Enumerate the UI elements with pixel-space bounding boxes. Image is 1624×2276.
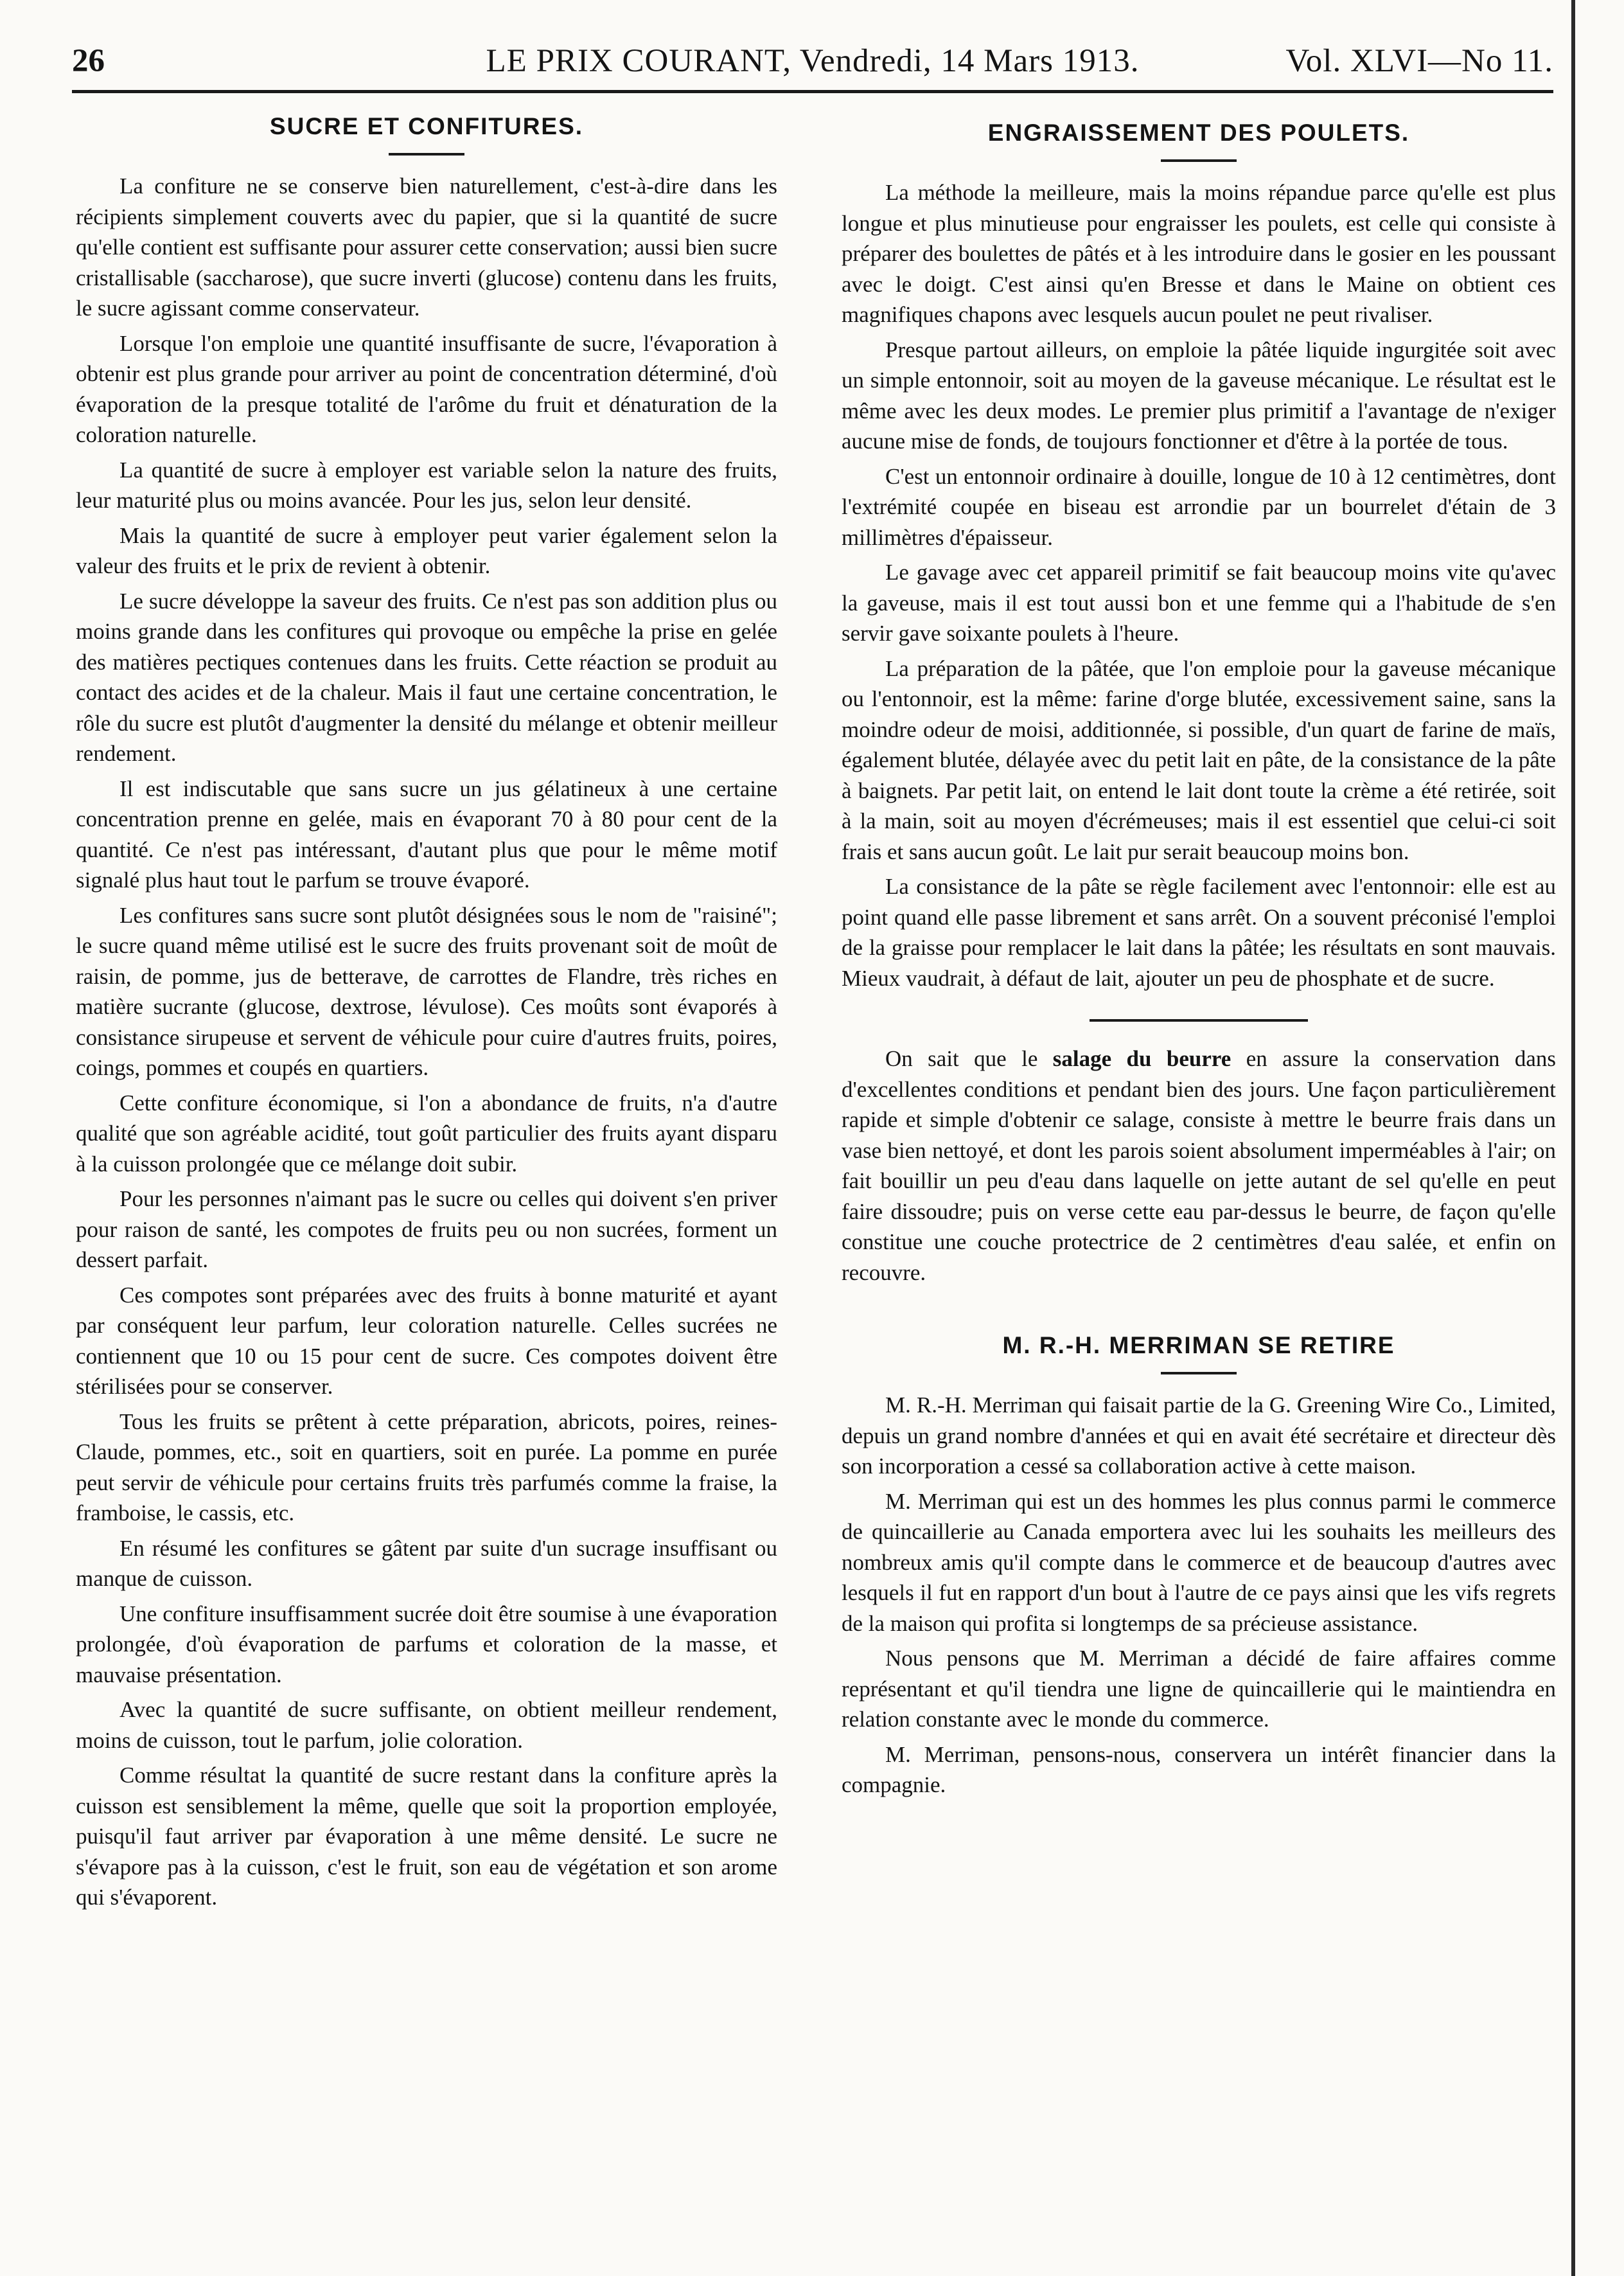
article-paragraph: Ces compotes sont préparées avec des fruits à bonne maturité et ayant par conséquent leur parfum, leur coloration naturelle. Celles sucrées ne contiennent que 10 ou 15 pour cent de sucre. Ces compotes doivent être stérilisées pour se conserver. — [76, 1282, 777, 1399]
article-paragraph: Nous pensons que M. Merriman a décidé de faire affaires comme représentant et qu'il tiendra une ligne de quincaillerie qui le maintiendra en relation constante avec le monde du commerce. — [842, 1646, 1556, 1732]
article-paragraph: Cette confiture économique, si l'on a abondance de fruits, n'a d'autre qualité que son agréable acidité, tout goût particulier des fruits ayant disparu à la cuisson prolongée que ce mélange doit subir. — [76, 1090, 777, 1177]
page-edge-rule — [1571, 0, 1575, 2276]
article-paragraph: La confiture ne se conserve bien naturellement, c'est-à-dire dans les récipients simplement couverts avec du papier, que si la quantité de sucre qu'elle contient est suffisante pour assurer cette conservation; aussi bien sucre cristallisable (saccharose), que sucre inverti (glucose) contenu dans les fruits, le sucre agissant comme conservateur. — [76, 173, 777, 321]
article-paragraph: En résumé les confitures se gâtent par suite d'un sucrage insuffisant ou manque de cuisson. — [76, 1535, 777, 1591]
right-column — [842, 109, 1556, 2249]
article-paragraph: M. R.-H. Merriman qui faisait partie de la G. Greening Wire Co., Limited, depuis un grand nombre d'années et qui en avait été secrétaire et directeur dès son incorporation a cessé sa collaboration active à cette maison. — [842, 1392, 1556, 1479]
article-paragraph: La méthode la meilleure, mais la moins répandue parce qu'elle est plus longue et plus minutieuse pour engraisser les poulets, est celle qui consiste à préparer des boulettes de pâtés et à les introduire dans le gosier en les poussant avec le doigt. C'est ainsi qu'en Bresse et dans le Maine on obtient ces magnifiques chapons avec lesquels aucun poulet ne peut rivaliser. — [842, 180, 1556, 327]
page-header — [72, 33, 1553, 85]
article-paragraph: Les confitures sans sucre sont plutôt désignées sous le nom de "raisiné"; le sucre quand même utilisé est le sucre des fruits provenant soit de moût de raisin, de pomme, jus de betterave, de carrottes de Flandre, très riches en matière sucrante (glucose, dextrose, lévulose). Ces moûts sont évaporés à consistance sirupeuse et servent de véhicule pour cuire d'autres fruits, poires, coings, pommes et coupés en quartiers. — [76, 902, 777, 1080]
article-paragraph: C'est un entonnoir ordinaire à douille, longue de 10 à 12 centimètres, dont l'extrémité coupée en biseau est arrondie par un bourrelet d'étain de 3 millimètres d'épaisseur. — [842, 463, 1556, 550]
article-paragraph: Mais la quantité de sucre à employer peut varier également selon la valeur des fruits et le prix de revient à obtenir. — [76, 522, 777, 578]
page-number: 26 — [72, 43, 105, 79]
article-paragraph: La préparation de la pâtée, que l'on emploie pour la gaveuse mécanique ou l'entonnoir, est la même: farine d'orge blutée, excessivement saine, sans la moindre odeur de moisi, additionnée, si possible, d'un quart de farine de maïs, également blutée, délayée avec du petit lait en pâte, de la consistance de la pâte à baignets. Par petit lait, on entend le lait dont toute la crème a été retirée, soit à la main, soit au moyen d'écrémeuses; mais il est essentiel que celui-ci soit frais et sans aucun goût. Le lait pur serait beaucoup moins bon. — [842, 655, 1556, 864]
article-paragraph: Le gavage avec cet appareil primitif se fait beaucoup moins vite qu'avec la gaveuse, mais il est tout aussi bon et une femme qui a l'habitude de s'en servir gave soixante poulets à l'heure. — [842, 560, 1556, 646]
article-paragraph: Avec la quantité de sucre suffisante, on obtient meilleur rendement, moins de cuisson, tout le parfum, jolie coloration. — [76, 1697, 777, 1753]
article-paragraph-beurre — [842, 1044, 1556, 1288]
beurre-bold-term: salage du beurre — [1052, 1046, 1231, 1071]
heading-rule — [1161, 159, 1237, 162]
heading-rule — [1161, 1372, 1237, 1374]
article-heading-poulets: ENGRAISSEMENT DES POULETS. — [987, 120, 1410, 146]
header-rule — [72, 90, 1553, 93]
article-paragraph: M. Merriman, pensons-nous, conservera un intérêt financier dans la compagnie. — [842, 1741, 1556, 1797]
article-paragraph: Lorsque l'on emploie une quantité insuffisante de sucre, l'évaporation à obtenir est plus grande pour arriver au point de concentration déterminé, d'où évaporation de la presque totalité de l'arôme du fruit et dénaturation de la coloration naturelle. — [76, 330, 777, 447]
article-heading-merriman: M. R.-H. MERRIMAN SE RETIRE — [1002, 1332, 1395, 1358]
article-paragraph: La consistance de la pâte se règle facilement avec l'entonnoir: elle est au point quand elle passe librement et sans arrêt. On a souvent préconisé l'emploi de la graisse pour remplacer le lait dans la pâtée; les résultats en sont mauvais. Mieux vaudrait, à défaut de lait, ajouter un peu de phosphate et de sucre. — [842, 874, 1556, 991]
article-paragraph: M. Merriman qui est un des hommes les plus connus parmi le commerce de quincaillerie au Canada emportera avec lui les souhaits les meilleurs des nombreux amis qu'il compte dans le commerce et de beaucoup d'autres avec lesquels il fut en rapport d'un bout à l'autre de ce pays ainsi que les vifs regrets de la maison qui profita si longtemps de sa précieuse assistance. — [842, 1488, 1556, 1636]
article-paragraph: Une confiture insuffisamment sucrée doit être soumise à une évaporation prolongée, d'où évaporation de parfums et coloration de la masse, et mauvaise présentation. — [76, 1601, 777, 1687]
article-heading-sucre: SUCRE ET CONFITURES. — [269, 113, 584, 139]
article-paragraph: Presque partout ailleurs, on emploie la pâtée liquide ingurgitée soit avec un simple entonnoir, soit au moyen de la gaveuse mécanique. Le résultat est le même avec les deux modes. Le premier plus primitif a l'avantage de n'exiger aucune mise de fonds, de toujours fonctionner et d'être à la portée de tous. — [842, 337, 1556, 454]
article-paragraph: Comme résultat la quantité de sucre restant dans la confiture après la cuisson est sensiblement la même, quelle que soit la proportion employée, puisqu'il faut arriver par évaporation à une même densité. Le sucre ne s'évapore pas à la cuisson, c'est le fruit, son eau de végétation et son arome qui s'évaporent. — [76, 1763, 777, 1910]
heading-rule — [389, 153, 464, 156]
beurre-rest: en assure la conservation dans d'excellentes conditions et pendant bien des jours. Une façon particulièrement rapide et simple d'obtenir ce salage, consiste à mettre le beurre frais dans un vase bien nettoyé, et dont les parois soient absolument imperméables à l'air; on fait bouillir un peu d'eau dans laquelle on jette autant de sel qu'elle en peut faire dissoudre; puis on verse cette eau par-dessus le beurre, de façon qu'elle constitue une couche protectrice de 2 centimètres d'eau salée, et enfin on recouvre. — [842, 1046, 1556, 1285]
article-paragraph: Le sucre développe la saveur des fruits. Ce n'est pas son addition plus ou moins grande dans les confitures qui provoque ou empêche la prise en gelée des matières pectiques contenues dans les fruits. Cette réaction se produit au contact des acides et de la chaleur. Mais il faut une certaine concentration, le rôle du sucre est plutôt d'augmenter la densité du mélange et obtenir meilleur rendement. — [76, 588, 777, 766]
article-paragraph: Il est indiscutable que sans sucre un jus gélatineux à une certaine concentration prenne en gelée, mais en évaporant 70 à 80 pour cent de la quantité. Ce n'est pas intéressant, d'autant plus que pour le même motif signalé plus haut tout le parfum se trouve évaporé. — [76, 776, 777, 893]
masthead-title: LE PRIX COURANT, Vendredi, 14 Mars 1913. — [486, 43, 1140, 79]
article-paragraph: Pour les personnes n'aimant pas le sucre ou celles qui doivent s'en priver pour raison de santé, les compotes de fruits peu ou non sucrées, forment un dessert parfait. — [76, 1186, 777, 1272]
article-paragraph: La quantité de sucre à employer est variable selon la nature des fruits, leur maturité plus ou moins avancée. Pour les jus, selon leur densité. — [76, 457, 777, 513]
section-separator — [1090, 1019, 1308, 1022]
volume-number: Vol. XLVI—No 11. — [1285, 43, 1553, 79]
beurre-lead: On sait que le — [885, 1046, 1038, 1071]
left-column — [76, 109, 777, 2249]
article-paragraph: Tous les fruits se prêtent à cette préparation, abricots, poires, reines-Claude, pommes, etc., soit en quartiers, soit en purée. La pomme en purée peut servir de véhicule pour certains fruits très parfumés comme la fraise, la framboise, le cassis, etc. — [76, 1409, 777, 1525]
